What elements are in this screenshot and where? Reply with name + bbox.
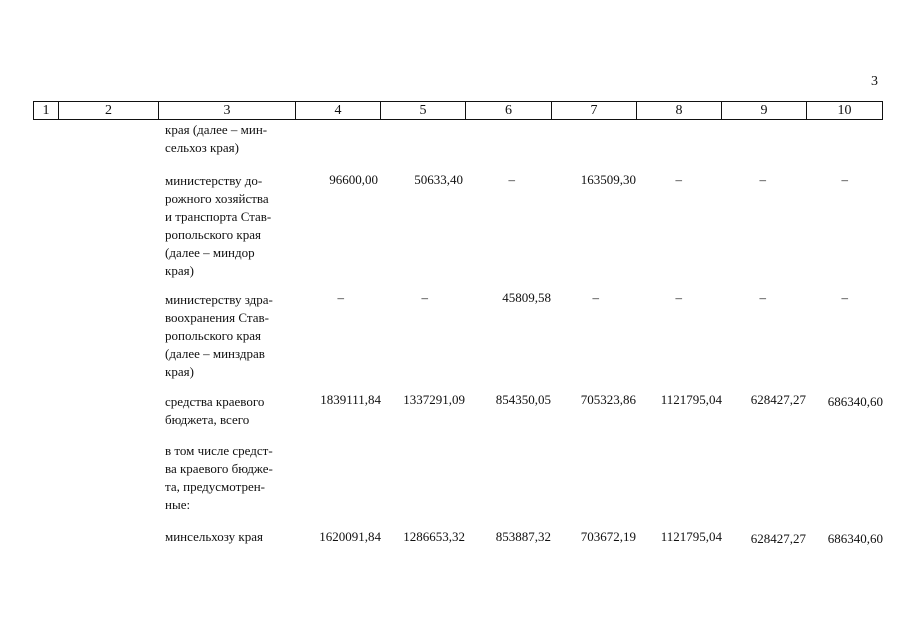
value-cell: 1121795,04 — [660, 392, 722, 407]
row-description: края (далее – мин- сельхоз края) — [165, 122, 268, 155]
header-cell: 8 — [675, 103, 683, 118]
value-cell: 628427,27 — [750, 392, 806, 407]
value-cell: – — [421, 290, 428, 305]
row-description: министерству здра- воохранения Став- ропольского края (далее – минздрав края) — [165, 292, 273, 379]
header-cell: 5 — [419, 103, 427, 118]
value-cell: 1337291,09 — [403, 392, 465, 407]
row-description: в том числе средст- ва краевого бюдже- та, предусмотрен- ные: — [165, 443, 273, 512]
value-cell: 1620091,84 — [319, 529, 381, 544]
value-cell: 1839111,84 — [320, 392, 381, 407]
header-cell: 10 — [837, 103, 852, 118]
value-cell: – — [675, 290, 682, 305]
value-cell: 853887,32 — [495, 529, 551, 544]
value-cell: 1286653,32 — [403, 529, 465, 544]
value-cell: 703672,19 — [580, 529, 636, 544]
header-cell: 9 — [760, 103, 768, 118]
header-cell: 2 — [105, 103, 112, 118]
value-cell: 628427,27 — [750, 531, 806, 546]
value-cell: 1121795,04 — [660, 529, 722, 544]
value-cell: 163509,30 — [580, 172, 636, 187]
value-cell: – — [841, 172, 848, 187]
header-cell: 3 — [223, 103, 231, 118]
value-cell: – — [592, 290, 599, 305]
value-cell: 705323,86 — [580, 392, 636, 407]
value-cell: 50633,40 — [414, 172, 463, 187]
header-cell: 1 — [42, 103, 50, 118]
row-description: средства краевого бюджета, всего — [165, 394, 265, 427]
value-cell: 686340,60 — [827, 531, 883, 546]
value-cell: 45809,58 — [502, 290, 551, 305]
value-cell: 854350,05 — [495, 392, 551, 407]
header-cell: 4 — [334, 103, 342, 118]
value-cell: – — [337, 290, 344, 305]
table-header — [33, 101, 883, 120]
page-number: 3 — [871, 74, 878, 89]
value-cell: – — [759, 172, 766, 187]
value-cell: 96600,00 — [329, 172, 378, 187]
value-cell: – — [508, 172, 515, 187]
row-description: министерству до- рожного хозяйства и транспорта Став- ропольского края (далее – миндор края) — [165, 173, 272, 278]
value-cell: 686340,60 — [827, 394, 883, 409]
value-cell: – — [841, 290, 848, 305]
header-cell: 7 — [590, 103, 598, 118]
value-cell: – — [759, 290, 766, 305]
row-description: минсельхозу края — [165, 529, 263, 544]
value-cell: – — [675, 172, 682, 187]
header-cell: 6 — [505, 103, 512, 118]
